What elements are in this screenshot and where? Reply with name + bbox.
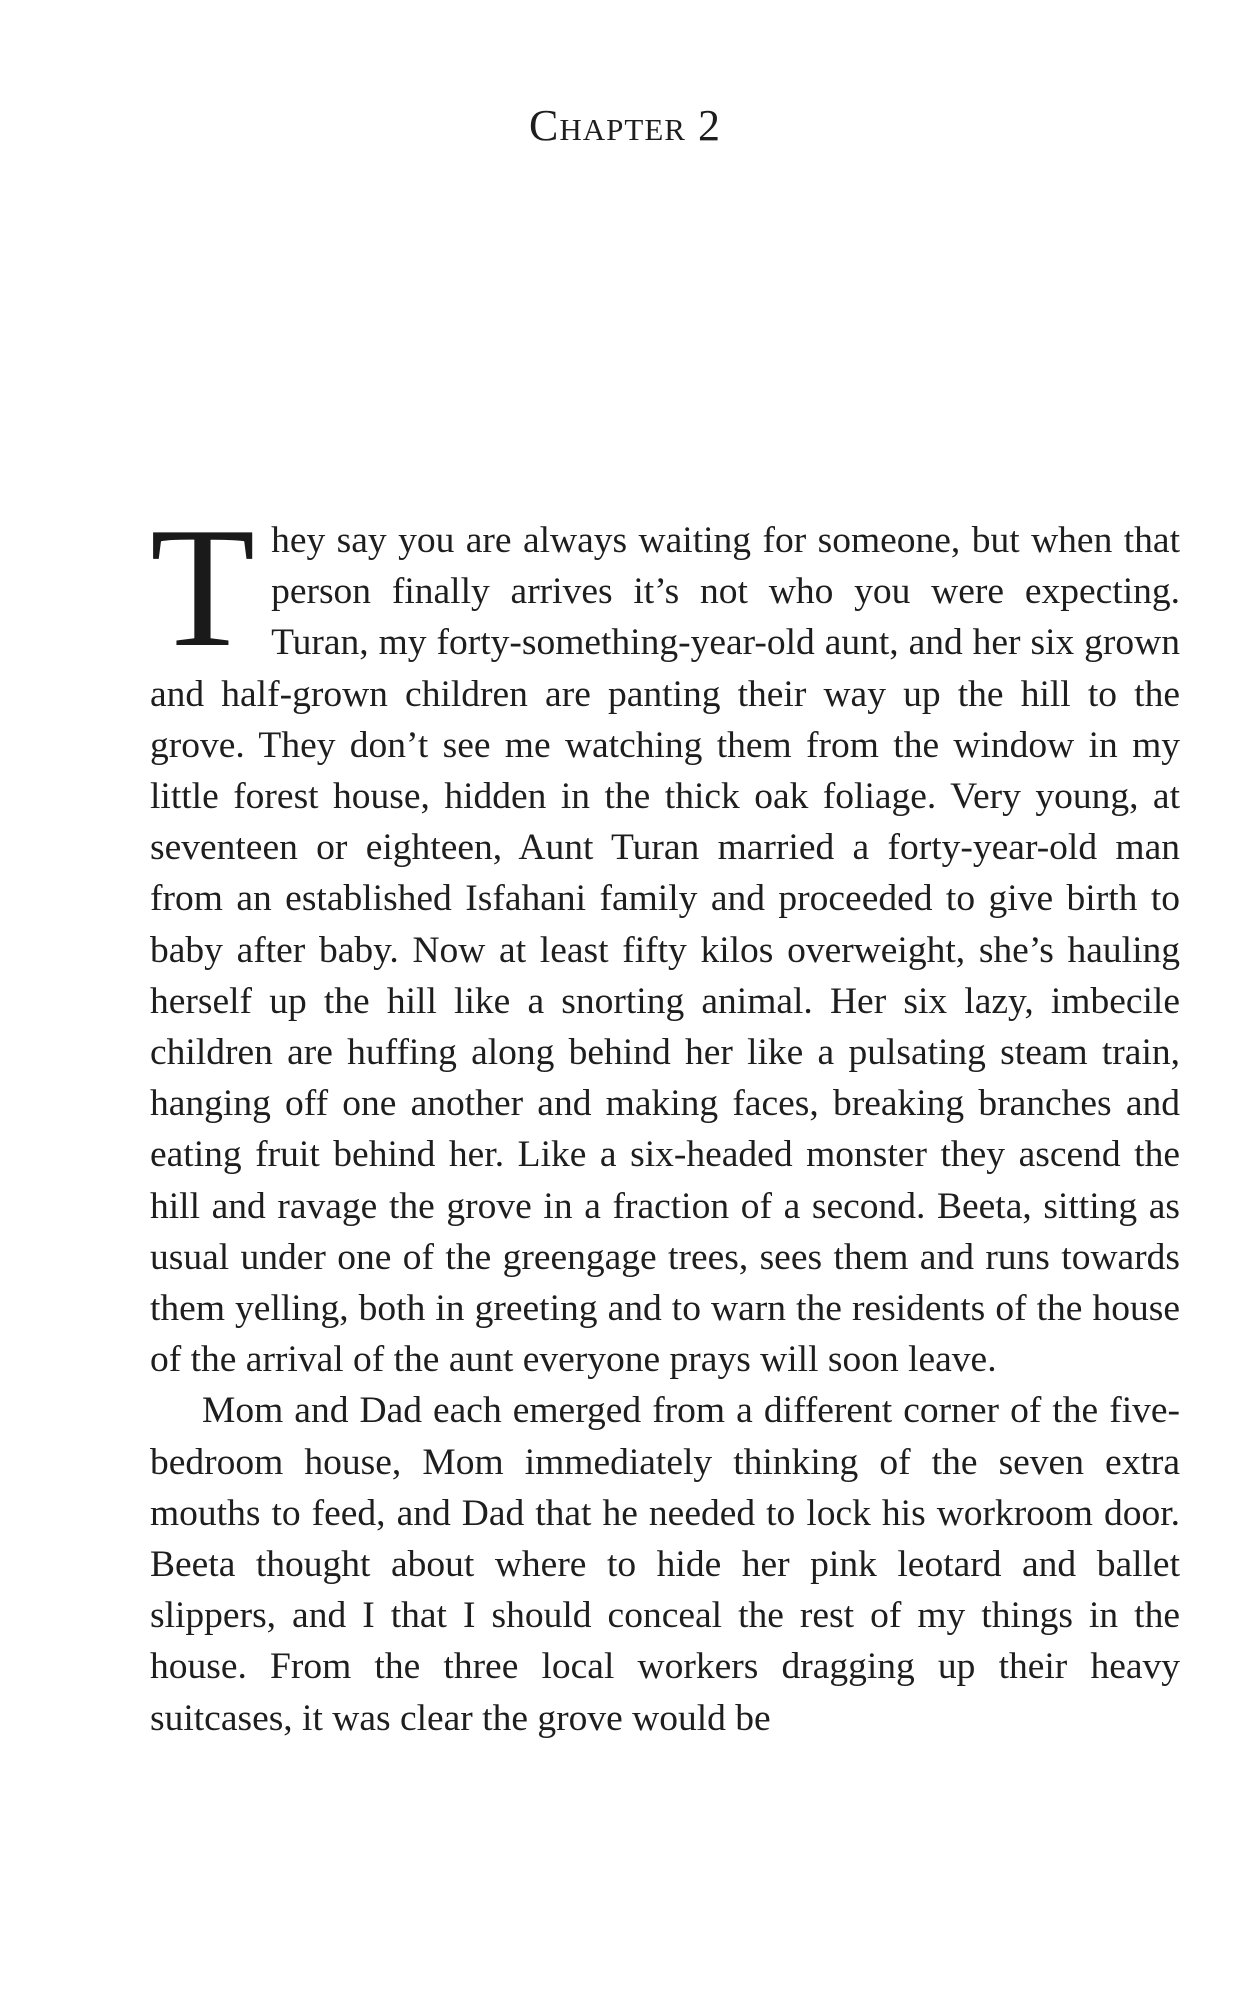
paragraph-1-text: hey say you are always waiting for someone, but when that person finally arrives it’s not who you were expecting. Turan, my forty-something-year-old aunt, and her six grown and half-grown children are panting their way up the hill to the grove. They don’t see me watching them from the window in my little forest house, hidden in the thick oak foliage. Very young, at seventeen or eighteen, Aunt Turan married a forty-year-old man from an established Isfahani family and proceeded to give birth to baby after baby. Now at least fifty kilos overweight, she’s hauling herself up the hill like a snorting animal. Her six lazy, imbecile children are huffing along behind her like a pulsating steam train, hanging off one another and making faces, breaking branches and eating fruit behind her. Like a six-headed monster they ascend the hill and ravage the grove in a fraction of a second. Beeta, sitting as usual under one of the greengage trees, sees them and runs towards them yelling, both in greeting and to warn the residents of the house of the arrival of the aunt everyone prays will soon leave. xyxy=(150,520,1180,1381)
drop-cap-letter: T xyxy=(150,493,256,683)
paragraph-2: Mom and Dad each emerged from a different corner of the five-bedroom house, Mom immediately thinking of the seven extra mouths to feed, and Dad that he needed to lock his workroom door. Beeta thought about where to hide her pink leotard and ballet slippers, and I that I should conceal the rest of my things in the house. From the three local workers dragging up their heavy suitcases, it was clear the grove would be xyxy=(150,1390,1180,1739)
body-text xyxy=(150,493,1180,1744)
paragraph-1 xyxy=(150,493,1180,1385)
chapter-heading: Chapter 2 xyxy=(529,101,721,150)
